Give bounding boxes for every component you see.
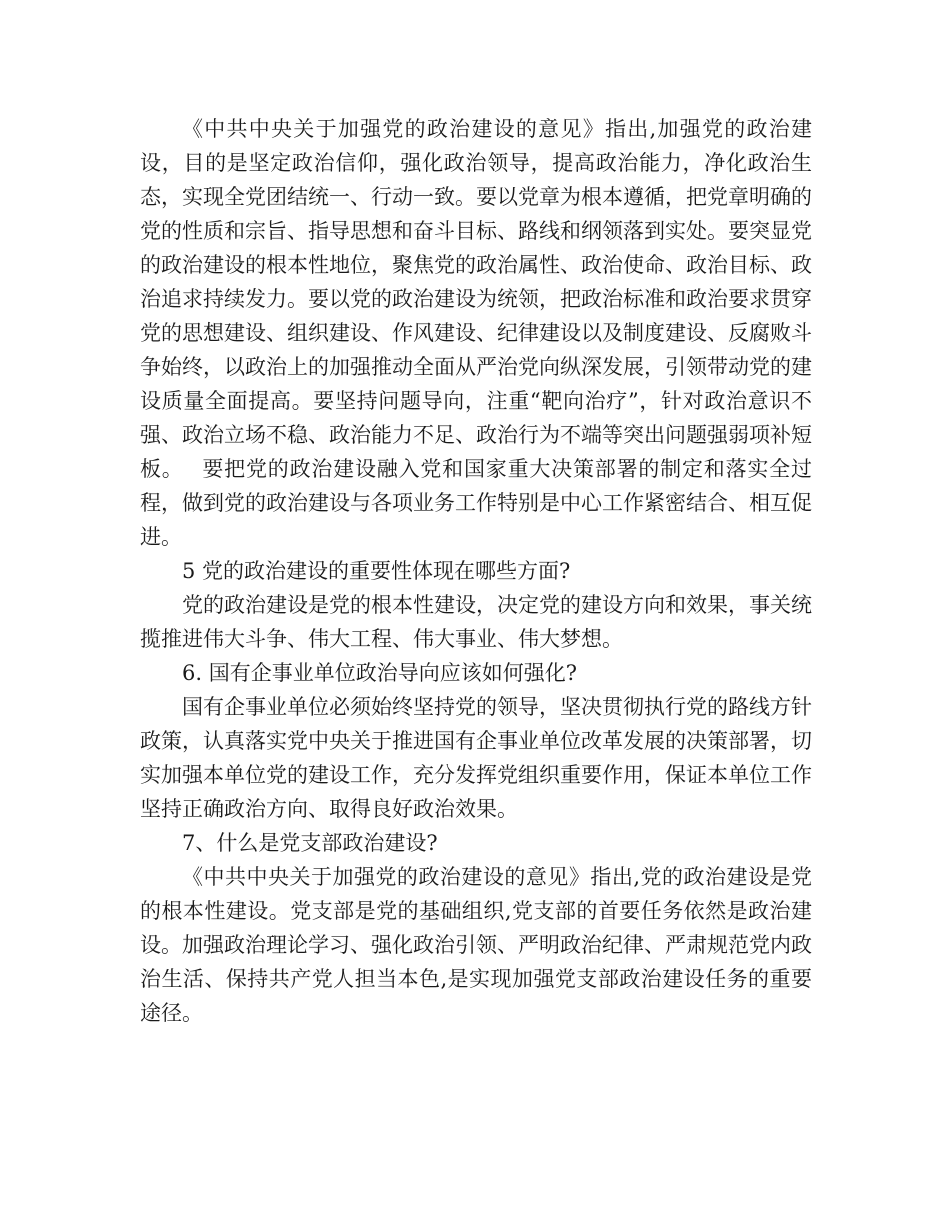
answer-paragraph-6: 国有企事业单位必须始终坚持党的领导，坚决贯彻执行党的路线方针政策，认真落实党中央关于推进国有企事业单位改革发展的决策部署，切实加强本单位党的建设工作，充分发挥党组织重要作用，保证本单位工作坚持正确政治方向、取得良好政治效果。	[140, 695, 812, 821]
document-page	[140, 112, 812, 1030]
question-heading-5: 5 党的政治建设的重要性体现在哪些方面?	[182, 559, 571, 583]
paragraph-opinion-summary: 《中共中央关于加强党的政治建设的意见》指出,加强党的政治建设，目的是坚定政治信仰，强化政治领导，提高政治能力，净化政治生态，实现全党团结统一、行动一致。要以党章为根本遵循，把党章明确的党的性质和宗旨、指导思想和奋斗目标、路线和纲领落到实处。要突显党的政治建设的根本性地位，聚焦党的政治属性、政治使命、政治目标、政治追求持续发力。要以党的政治建设为统领，把政治标准和政治要求贯穿党的思想建设、组织建设、作风建设、纪律建设以及制度建设、反腐败斗争始终，以政治上的加强推动全面从严治党向纵深发展，引领带动党的建设质量全面提高。要坚持问题导向，注重“靶向治疗”，针对政治意识不强、政治立场不稳、政治能力不足、政治行为不端等突出问题强弱项补短板。 要把党的政治建设融入党和国家重大决策部署的制定和落实全过程，做到党的政治建设与各项业务工作特别是中心工作紧密结合、相互促进。	[140, 117, 812, 549]
question-heading-7: 7、什么是党支部政治建设?	[182, 831, 438, 855]
question-heading-6: 6. 国有企事业单位政治导向应该如何强化?	[182, 661, 577, 685]
answer-paragraph-5: 党的政治建设是党的根本性建设，决定党的建设方向和效果，事关统揽推进伟大斗争、伟大工程、伟大事业、伟大梦想。	[140, 593, 812, 651]
answer-paragraph-7: 《中共中央关于加强党的政治建设的意见》指出,党的政治建设是党的根本性建设。党支部是党的基础组织,党支部的首要任务依然是政治建设。加强政治理论学习、强化政治引领、严明政治纪律、严肃规范党内政治生活、保持共产党人担当本色,是实现加强党支部政治建设任务的重要途径。	[140, 865, 812, 1025]
